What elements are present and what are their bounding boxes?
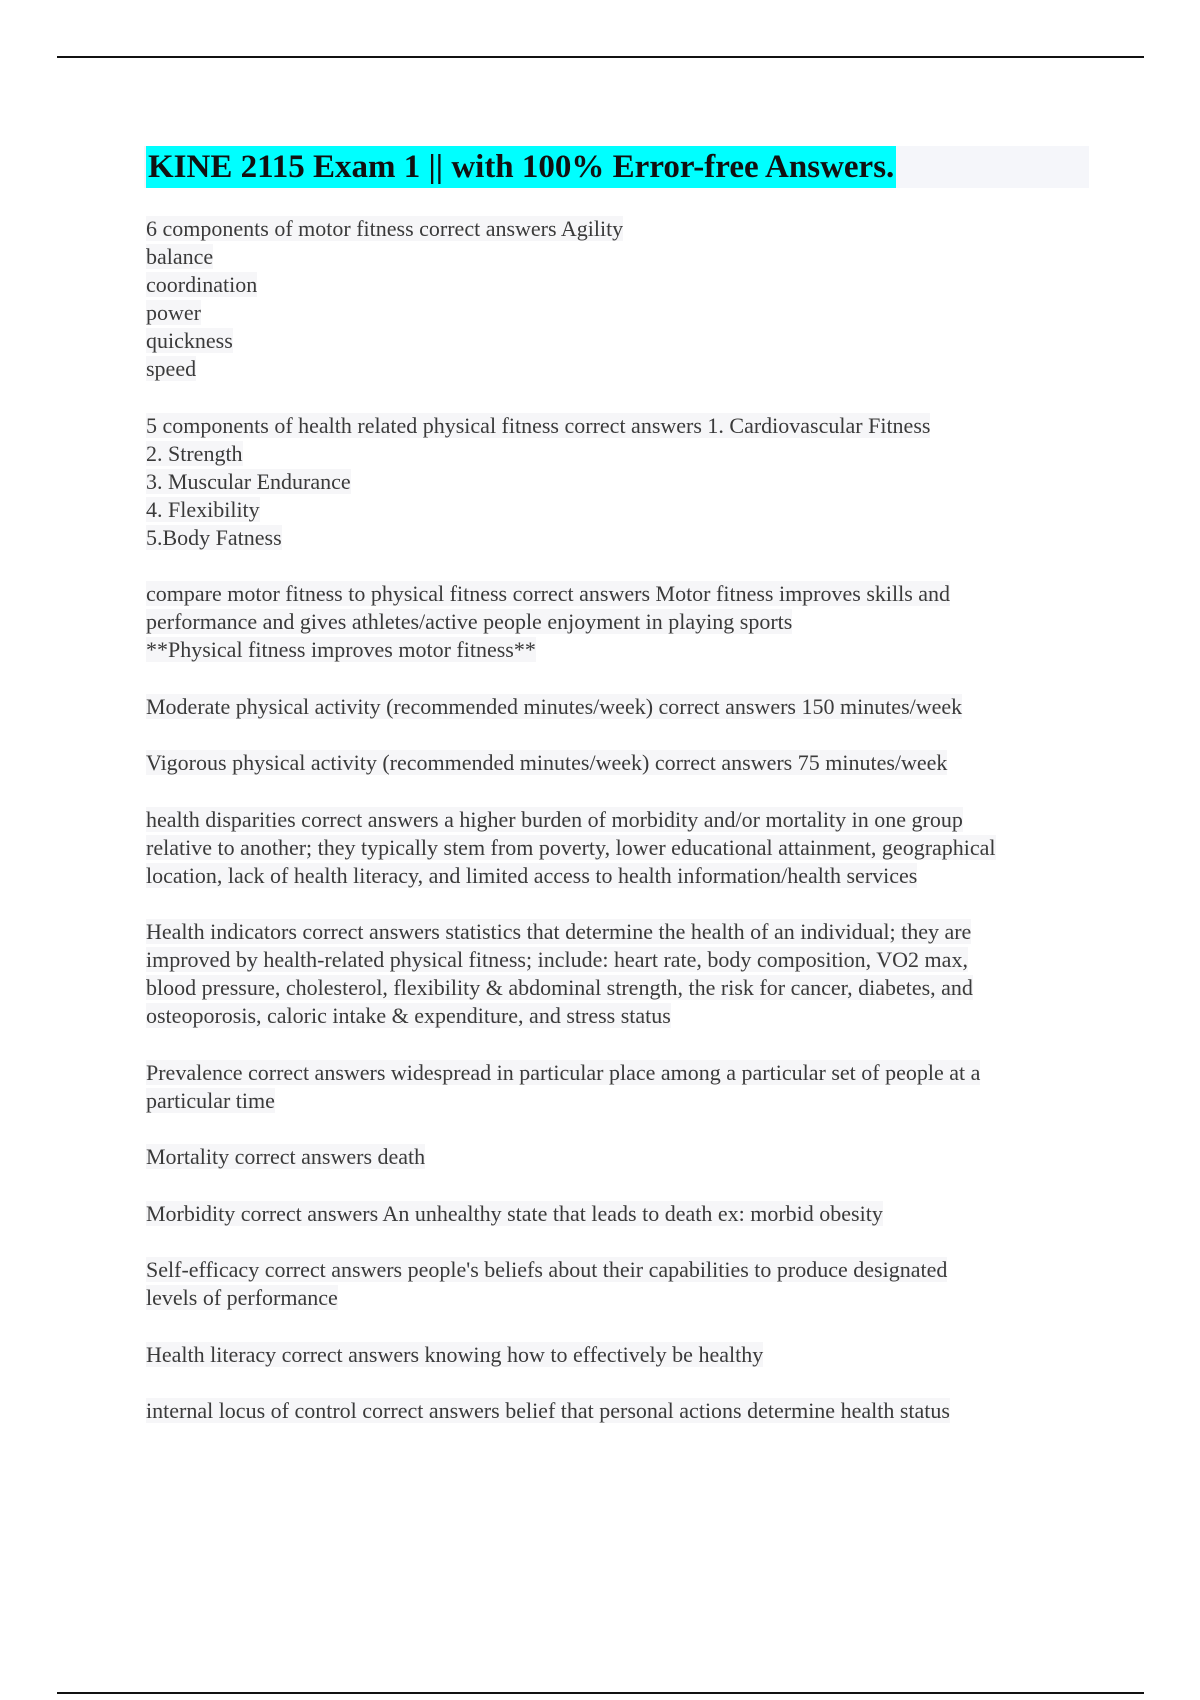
- qa-text: Moderate physical activity (recommended minutes/week) correct answers 150 minutes/week: [146, 693, 963, 719]
- qa-text: Mortality correct answers death: [146, 1144, 426, 1169]
- top-rule: [57, 56, 1144, 58]
- qa-text: compare motor fitness to physical fitness correct answers Motor fitness improves skills and performance and gives athletes/active people enjoyment in playing sports **Physical fitness improves motor fitness**: [146, 581, 951, 662]
- qa-text: Morbidity correct answers An unhealthy state that leads to death ex: morbid obesity: [146, 1200, 883, 1226]
- qa-text: Prevalence correct answers widespread in particular place among a particular set of people at a particular time: [146, 1059, 981, 1113]
- qa-text: health disparities correct answers a higher burden of morbidity and/or mortality in one group relative to another; they typically stem from poverty, lower educational attainment, geographical location, lack of health literacy, and limited access to health information/health services: [146, 806, 996, 888]
- qa-item: [146, 806, 1096, 890]
- qa-item: [146, 749, 1096, 777]
- qa-item: [146, 580, 1096, 664]
- qa-item: [146, 412, 1096, 552]
- qa-text: Health literacy correct answers knowing how to effectively be healthy: [146, 1341, 764, 1367]
- qa-text: Self-efficacy correct answers people's beliefs about their capabilities to produce designated levels of performance: [146, 1257, 948, 1310]
- qa-item: [146, 1341, 1096, 1369]
- qa-item: [146, 693, 1096, 721]
- qa-item: [146, 1143, 1096, 1171]
- qa-list: [146, 215, 1096, 1454]
- qa-item: [146, 1059, 1096, 1115]
- qa-item: [146, 215, 1096, 383]
- qa-item: [146, 918, 1096, 1030]
- qa-item: [146, 1397, 1096, 1425]
- document-title: KINE 2115 Exam 1 || with 100% Error-free Answers.: [146, 146, 896, 188]
- qa-item: [146, 1200, 1096, 1228]
- qa-text: Vigorous physical activity (recommended minutes/week) correct answers 75 minutes/week: [146, 750, 948, 775]
- qa-text: internal locus of control correct answers belief that personal actions determine health status: [146, 1398, 950, 1423]
- qa-text: Health indicators correct answers statistics that determine the health of an individual; they are improved by health-related physical fitness; include: heart rate, body composition, VO2 max, blood pressure, cholesterol, flexibility & abdominal strength, the risk for cancer, diabetes, and osteoporosis, caloric intake & expenditure, and stress status: [146, 919, 973, 1028]
- qa-text: 5 components of health related physical fitness correct answers 1. Cardiovascular Fitness 2. Strength 3. Muscular Endurance 4. Flexibility 5.Body Fatness: [146, 412, 931, 550]
- qa-text: 6 components of motor fitness correct answers Agility balance coordination power quickness speed: [146, 216, 624, 381]
- bottom-rule: [57, 1692, 1144, 1694]
- qa-item: [146, 1256, 1096, 1312]
